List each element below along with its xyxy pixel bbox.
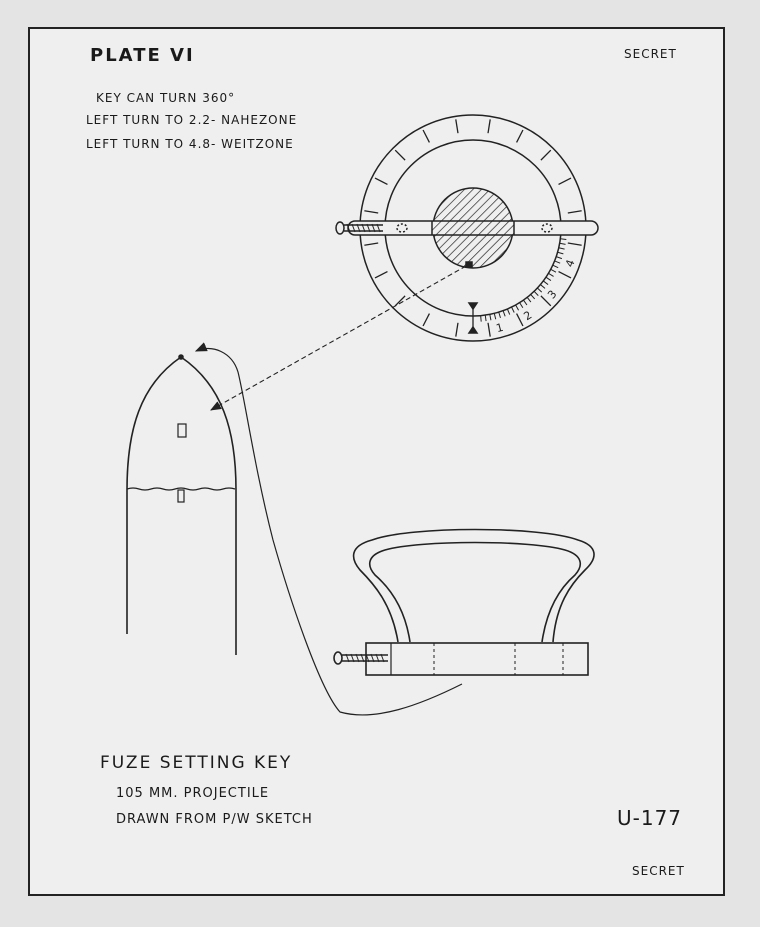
dial-graduation [523, 300, 526, 305]
key-handle-outer [354, 530, 594, 643]
dial-tick [423, 314, 429, 326]
dial-scale-label: 1 [494, 320, 505, 336]
cross-bar-hub-section [432, 221, 514, 235]
dial-graduation [531, 294, 535, 299]
note-nahezone: LEFT TURN TO 2.2- NAHEZONE [86, 113, 298, 127]
classification-bottom: SECRET [632, 864, 685, 878]
dial-graduation [537, 288, 541, 292]
dial-graduation [555, 261, 561, 263]
fuze-slot-lower [178, 490, 184, 502]
dial-tick [456, 323, 458, 337]
dial-tick [517, 130, 523, 142]
dial-index-pointer [469, 303, 477, 333]
caption-title: FUZE SETTING KEY [100, 753, 293, 773]
document-code: U-177 [617, 806, 683, 830]
dial-tick [568, 243, 582, 245]
dial-graduation [559, 248, 565, 249]
dial-graduation [490, 314, 491, 320]
dial-graduation [546, 277, 551, 280]
dial-graduation [503, 311, 505, 317]
dial-graduation [553, 265, 558, 268]
fuze-dial-top-view [336, 115, 598, 341]
dial-scale-label: 2 [521, 308, 535, 324]
projectile-outline [127, 357, 236, 655]
dial-graduation [520, 303, 523, 308]
key-base-block [366, 643, 588, 675]
dial-tick [375, 178, 387, 184]
dial-graduation [534, 291, 538, 295]
dial-graduation [527, 297, 531, 302]
dial-scale-labels [495, 258, 578, 335]
dial-graduation [560, 243, 566, 244]
dial-graduation [499, 312, 501, 318]
dial-scale-label: 4 [562, 257, 578, 269]
projectile-side-view [127, 355, 236, 655]
dial-graduation [512, 307, 515, 312]
dial-tick [541, 150, 551, 160]
dial-graduation [543, 281, 548, 285]
dial-graduation [516, 305, 519, 310]
hub-index-mark [466, 262, 472, 267]
caption-source: DRAWN FROM P/W SKETCH [116, 812, 313, 827]
fuze-slot-upper [178, 424, 186, 437]
dial-graduation [481, 316, 482, 322]
dial-graduation [540, 285, 545, 289]
dial-tick [559, 178, 571, 184]
dial-tick [488, 323, 490, 337]
note-key-rotation: KEY CAN TURN 360° [96, 91, 236, 105]
dial-scale-label: 3 [545, 287, 560, 302]
dial-tick [395, 296, 405, 306]
dial-tick [364, 211, 378, 213]
dial-tick [395, 150, 405, 160]
dial-graduation [507, 309, 509, 315]
dial-graduation [558, 252, 564, 254]
dial-tick [364, 243, 378, 245]
dial-tick [375, 272, 387, 278]
setting-key-side-view [334, 530, 594, 676]
note-weitzone: LEFT TURN TO 4.8- WEITZONE [86, 137, 294, 151]
plate-title: PLATE VI [90, 45, 195, 66]
key-set-screw [334, 652, 388, 664]
key-handle-inner [370, 543, 581, 643]
dial-graduation [494, 313, 495, 319]
dial-graduation [560, 239, 566, 240]
dial-tick [559, 272, 571, 278]
dial-graduation [548, 273, 553, 276]
leader-arrow-slot [211, 266, 466, 410]
classification-top: SECRET [624, 47, 677, 61]
dial-tick [456, 119, 458, 133]
dial-graduation [556, 257, 562, 259]
dial-tick [568, 211, 582, 213]
dial-tick [488, 119, 490, 133]
dial-graduation [485, 315, 486, 321]
dial-tick [517, 314, 523, 326]
dial-graduation [551, 269, 556, 272]
dial-tick [423, 130, 429, 142]
caption-projectile: 105 MM. PROJECTILE [116, 786, 270, 801]
